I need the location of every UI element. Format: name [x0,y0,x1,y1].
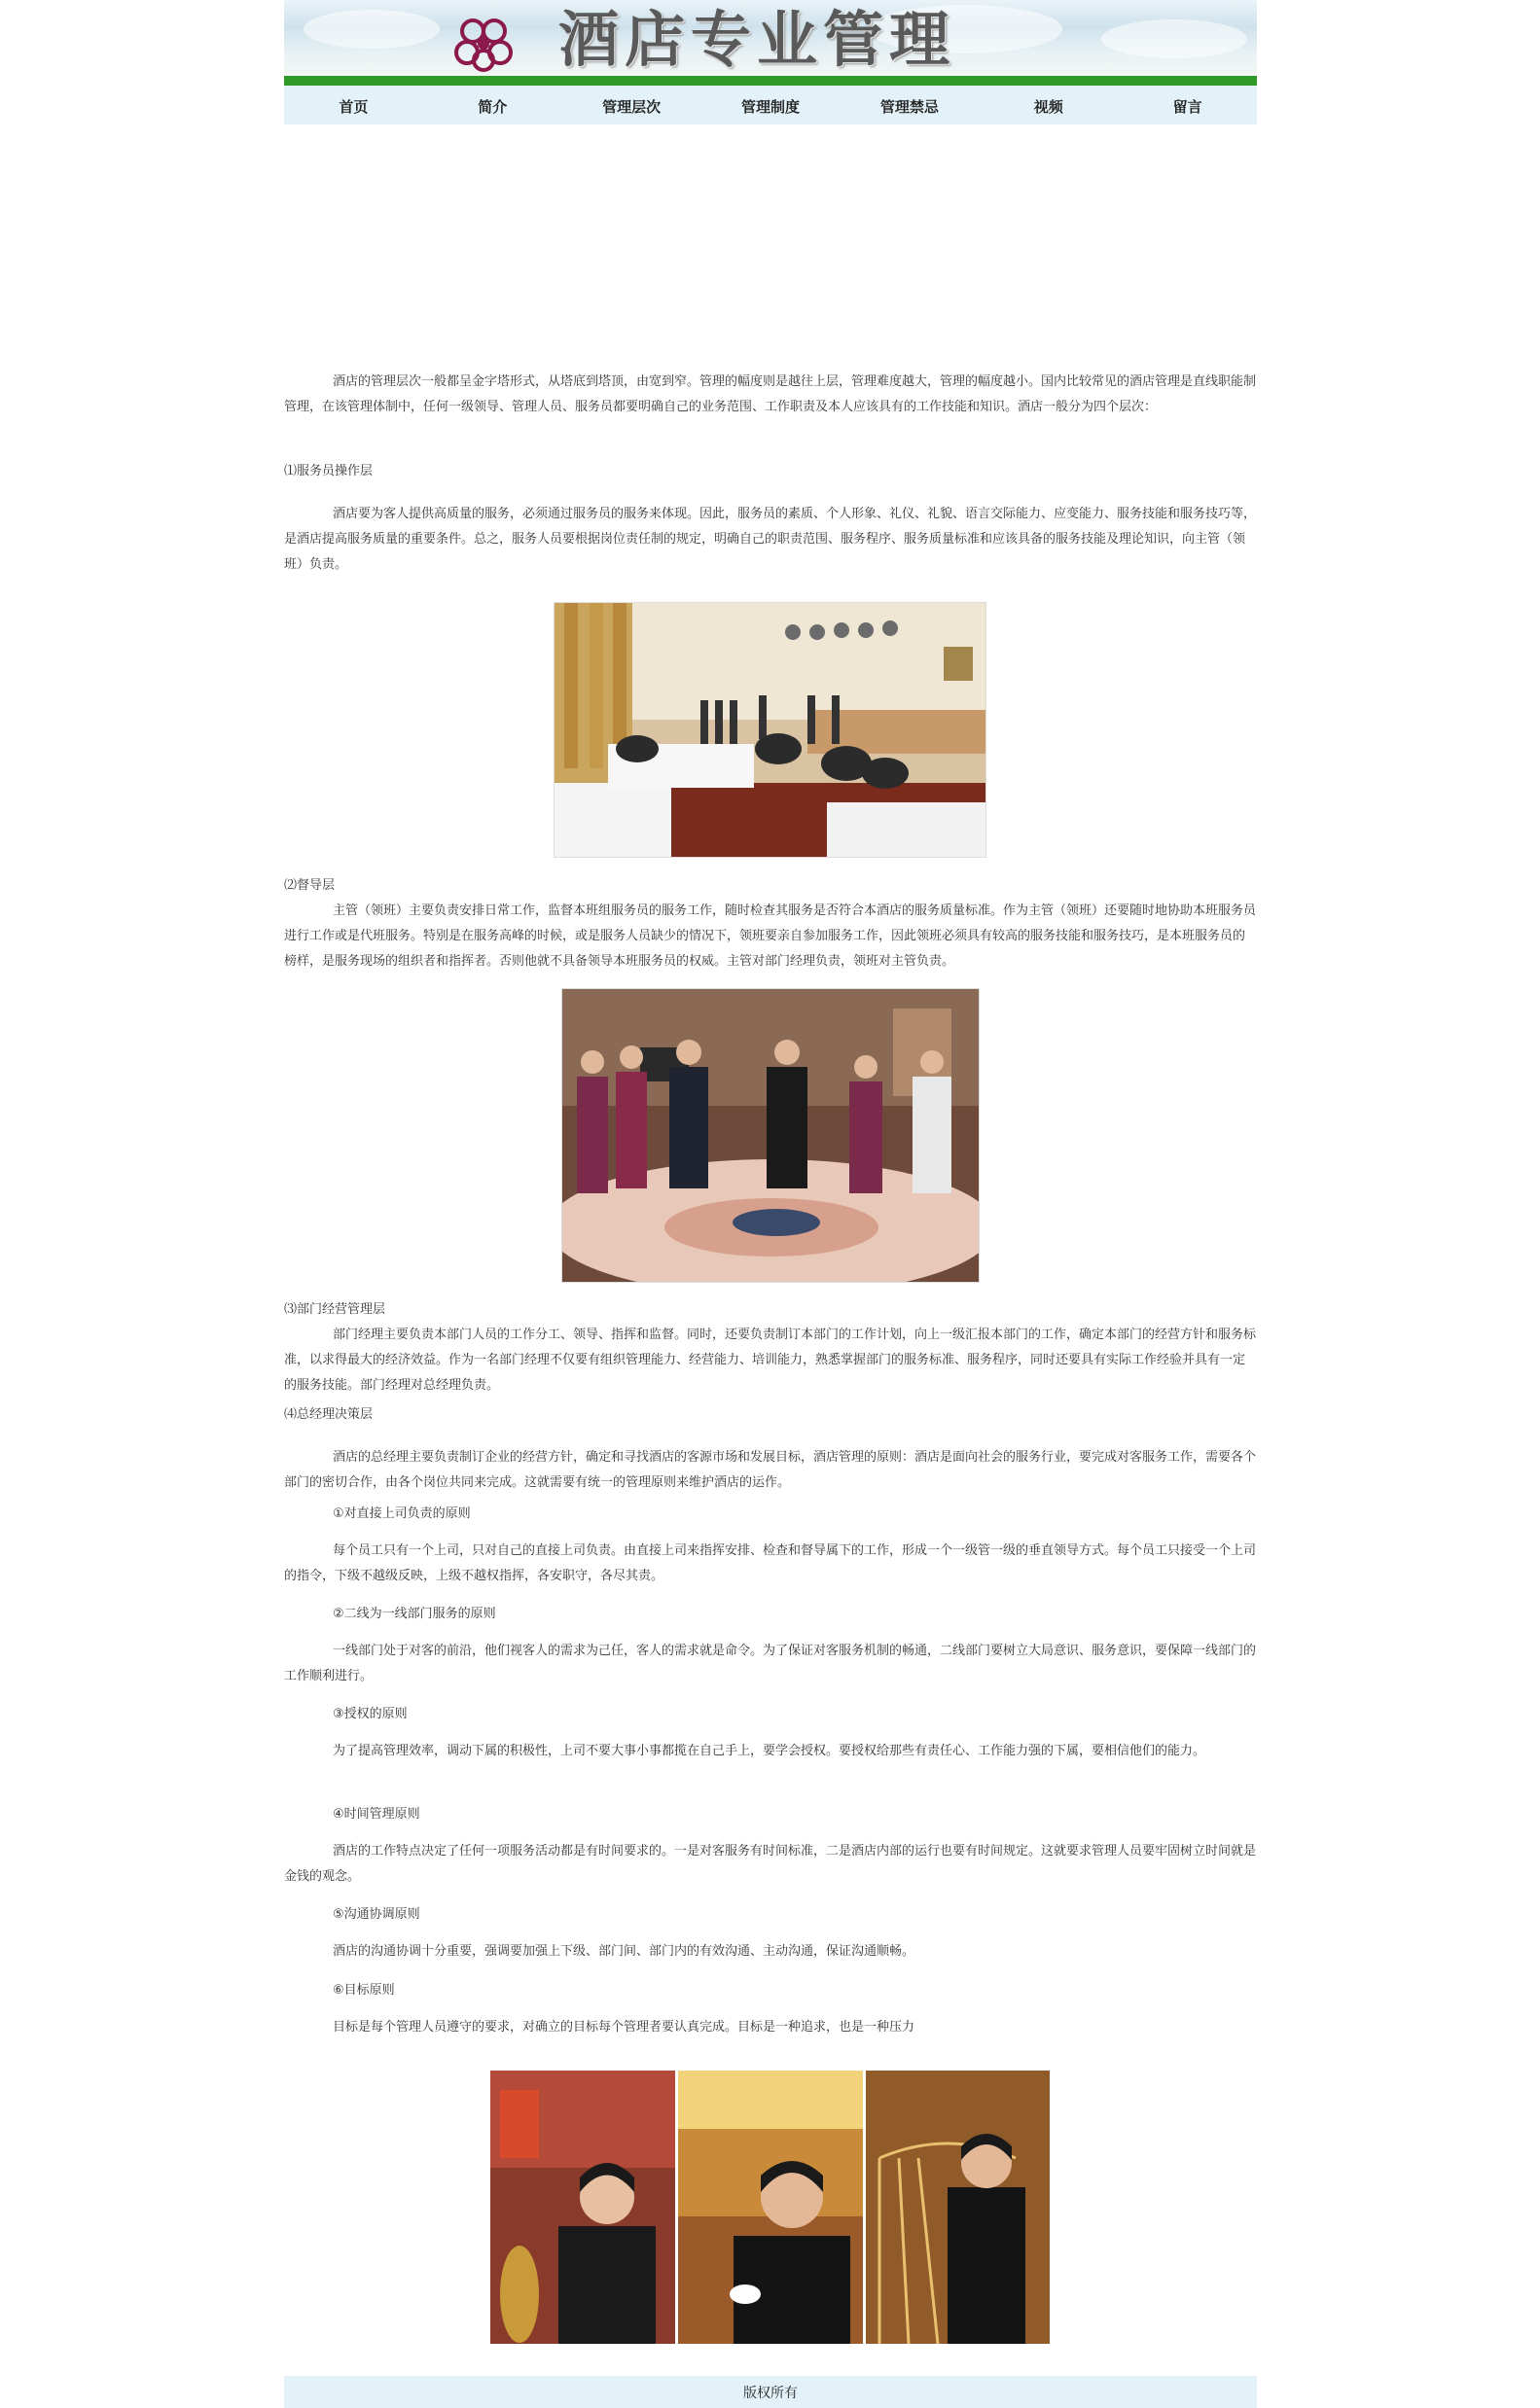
nav-item-intro[interactable]: 简介 [478,98,508,116]
principle-3-title: ③授权的原则 [333,1707,408,1721]
staff-portraits-photo [490,2071,1050,2344]
nav-item-video[interactable]: 视频 [1033,98,1063,116]
principle-5-text: 酒店的沟通协调十分重要，强调要加强上下级、部门间、部门内的有效沟通、主动沟通，保证沟通顺畅。 [333,1944,915,1959]
principle-5-title: ⑤沟通协调原则 [333,1907,420,1922]
level1-paragraph: 酒店要为客人提供高质量的服务，必须通过服务员的服务来体现。因此，服务员的素质、个人形象、礼仪、礼貌、语言交际能力、应变能力、服务技能和服务技巧等，是酒店提高服务质量的重要条件。总之，服务人员要根据岗位责任制的规定，明确自己的职责范围、服务程序、服务质量标准和应该具备的服务技能及理论知识，向主管（领班）负责。 [284,507,1257,572]
level3-title: ⑶部门经营管理层 [284,1302,386,1317]
copyright-text: 版权所有 [743,2386,798,2401]
principle-3-text: 为了提高管理效率，调动下属的积极性，上司不要大事小事都揽在自己手上，要学会授权。要授权给那些有责任心、工作能力强的下属，要相信他们的能力。 [333,1744,1206,1758]
principle-4-text: 酒店的工作特点决定了任何一项服务活动都是有时间要求的。一是对客服务有时间标准，二是酒店内部的运行也要有时间规定。这就要求管理人员要牢固树立时间就是金钱的观念。 [284,1844,1257,1884]
principle-2-title: ②二线为一线部门服务的原则 [333,1607,496,1621]
level2-title: ⑵督导层 [284,878,336,893]
principle-4-title: ④时间管理原则 [333,1807,420,1822]
header-divider [284,76,1257,86]
level2-paragraph: 主管（领班）主要负责安排日常工作，监督本班组服务员的服务工作，随时检查其服务是否符合本酒店的服务质量标准。作为主管（领班）还要随时地协助本班服务员进行工作或是代班服务。特别是在服务高峰的时候，或是服务人员缺少的情况下，领班要亲自参加服务工作，因此领班必须具有较高的服务技能和服务技巧，是本班服务员的榜样，是服务现场的组织者和指挥者。否则他就不具备领导本班服务员的权威。主管对部门经理负责，领班对主管负责。 [284,903,1257,969]
page-wrapper [284,0,1257,2408]
header-banner [284,0,1257,76]
nav-item-home[interactable]: 首页 [339,98,369,116]
level3-paragraph: 部门经理主要负责本部门人员的工作分工、领导、指挥和监督。同时，还要负责制订本部门的工作计划，向上一级汇报本部门的工作，确定本部门的经营方针和服务标准，以求得最大的经济效益。作为一名部门经理不仅要有组织管理能力、经营能力、培训能力，熟悉掌握部门的服务标准、服务程序，同时还要具有实际工作经验并具有一定的服务技能。部门经理对总经理负责。 [284,1328,1257,1393]
level1-title: ⑴服务员操作层 [284,464,374,478]
nav-item-rules[interactable]: 管理制度 [741,98,801,116]
intro-paragraph: 酒店的管理层次一般都呈金字塔形式，从塔底到塔顶，由宽到窄。管理的幅度则是越往上层，管理难度越大，管理的幅度越小。国内比较常见的酒店管理是直线职能制管理，在该管理体制中，任何一级领导、管理人员、服务员都要明确自己的业务范围、工作职责及本人应该具有的工作技能和知识。酒店一般分为四个层次： [284,374,1257,414]
footer [284,2376,1257,2408]
principle-2-text: 一线部门处于对客的前沿，他们视客人的需求为己任，客人的需求就是命令。为了保证对客服务机制的畅通，二线部门要树立大局意识、服务意识，要保障一线部门的工作顺利进行。 [284,1644,1257,1683]
principle-6-title: ⑥目标原则 [333,1983,395,1998]
nav-item-taboos[interactable]: 管理禁忌 [879,98,939,116]
nav-item-levels[interactable]: 管理层次 [602,98,662,116]
level4-paragraph: 酒店的总经理主要负责制订企业的经营方针，确定和寻找酒店的客源市场和发展目标，酒店管理的原则：酒店是面向社会的服务行业，要完成对客服务工作，需要各个部门的密切合作，由各个岗位共同来完成。这就需要有统一的管理原则来维护酒店的运作。 [284,1450,1257,1490]
restaurant-staff-photo [561,988,980,1283]
main-nav [284,86,1257,124]
principle-6-text: 目标是每个管理人员遵守的要求，对确立的目标每个管理者要认真完成。目标是一种追求，也是一种压力 [333,2020,915,2035]
flower-logo-icon [449,14,518,74]
principle-1-title: ①对直接上司负责的原则 [333,1506,471,1521]
site-title: 酒店专业管理 [558,4,956,75]
level4-title: ⑷总经理决策层 [284,1407,374,1422]
housekeeping-photo [554,602,986,858]
principle-1-text: 每个员工只有一个上司，只对自己的直接上司负责。由直接上司来指挥安排、检查和督导属下的工作，形成一个一级管一级的垂直领导方式。每个员工只接受一个上司的指令，下级不越级反映，上级不越权指挥，各安职守，各尽其责。 [284,1543,1257,1583]
nav-item-message[interactable]: 留言 [1172,98,1202,116]
